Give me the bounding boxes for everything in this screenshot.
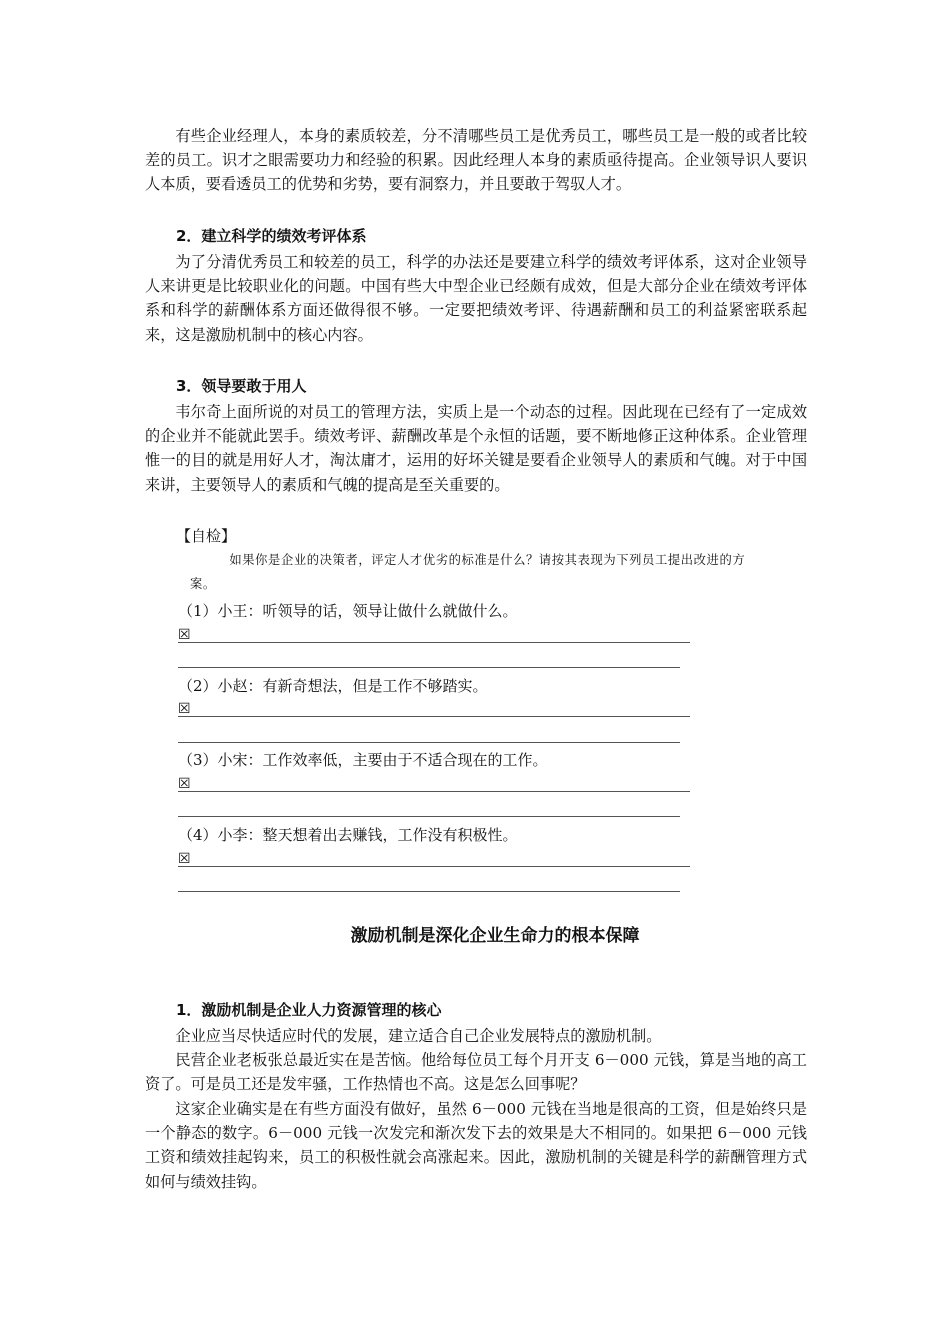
paragraph-incentive-intro: 企业应当尽快适应时代的发展，建立适合自己企业发展特点的激励机制。 — [175, 1027, 662, 1045]
self-check-label: 【自检】 — [176, 527, 237, 545]
heading-performance-system: 2．建立科学的绩效考评体系 — [176, 227, 367, 245]
answer-line[interactable] — [178, 667, 680, 668]
paragraph-boss-story: 民营企业老板张总最近实在是苦恼。他给每位员工每个月开支 6－000 元钱，算是当地的高工资了。可是员工还是发牢骚，工作热情也不高。这是怎么回事呢？ — [145, 1051, 807, 1094]
paragraph-dare-to-employ: 韦尔奇上面所说的对员工的管理方法，实质上是一个动态的过程。因此现在已经有了一定成效的企业并不能就此罢手。绩效考评、薪酬改革是个永恒的话题，要不断地修正这种体系。企业管理惟一的目的就是用好人才，淘汰庸才，运用的好坏关键是要看企业领导人的素质和气魄。对于中国来讲，主要领导人的素质和气魄的提高是至关重要的。 — [145, 403, 807, 494]
checkbox-icon[interactable]: ☒ — [178, 701, 191, 717]
heading-incentive-core: 1．激励机制是企业人力资源管理的核心 — [176, 1001, 442, 1019]
paragraph-performance-system: 为了分清优秀员工和较差的员工，科学的办法还是要建立科学的绩效考评体系，这对企业领导人来讲更是比较职业化的问题。中国有些大中型企业已经颇有成效，但是大部分企业在绩效考评体系和科学的薪酬体系方面还做得很不够。一定要把绩效考评、待遇薪酬和员工的利益紧密联系起来，这是激励机制中的核心内容。 — [145, 253, 807, 344]
section-title: 激励机制是深化企业生命力的根本保障 — [350, 926, 640, 946]
question-3: （3）小宋：工作效率低，主要由于不适合现在的工作。 — [178, 751, 548, 769]
answer-line[interactable] — [178, 742, 680, 743]
question-1: （1）小王：听领导的话，领导让做什么就做什么。 — [178, 602, 518, 620]
checkbox-icon[interactable]: ☒ — [178, 627, 191, 643]
answer-line[interactable] — [178, 716, 690, 717]
checkbox-icon[interactable]: ☒ — [178, 851, 191, 867]
self-check-prompt: 如果你是企业的决策者，评定人才优劣的标准是什么？请按其表现为下列员工提出改进的方案。 — [190, 553, 746, 591]
paragraph-salary-analysis: 这家企业确实是在有些方面没有做好，虽然 6－000 元钱在当地是很高的工资，但是始终只是一个静态的数字。6－000 元钱一次发完和渐次发下去的效果是大不相同的。如果把 6－000 元钱工资和绩效挂起钩来，员工的积极性就会高涨起来。因此，激励机制的关键是科学的薪酬管理方式如何与绩效挂钩。 — [145, 1100, 807, 1191]
answer-line[interactable] — [178, 866, 690, 867]
question-4: （4）小李：整天想着出去赚钱，工作没有积极性。 — [178, 826, 518, 844]
answer-line[interactable] — [178, 791, 690, 792]
answer-line[interactable] — [178, 816, 680, 817]
answer-line[interactable] — [178, 642, 690, 643]
question-2: （2）小赵：有新奇想法，但是工作不够踏实。 — [178, 677, 488, 695]
heading-dare-to-employ: 3．领导要敢于用人 — [176, 377, 307, 395]
paragraph-manager-quality: 有些企业经理人，本身的素质较差，分不清哪些员工是优秀员工，哪些员工是一般的或者比较差的员工。识才之眼需要功力和经验的积累。因此经理人本身的素质亟待提高。企业领导识人要识人本质，要看透员工的优势和劣势，要有洞察力，并且要敢于驾驭人才。 — [145, 127, 807, 194]
checkbox-icon[interactable]: ☒ — [178, 776, 191, 792]
answer-line[interactable] — [178, 891, 680, 892]
